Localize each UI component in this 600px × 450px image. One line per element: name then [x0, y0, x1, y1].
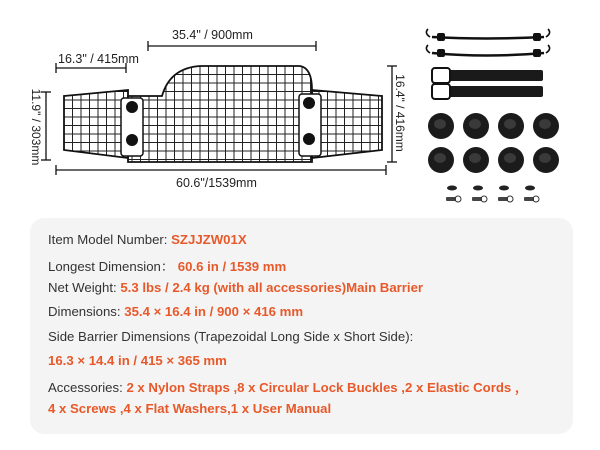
net-weight-label: Net Weight: — [48, 280, 117, 295]
model-number-value: SZJJZW01X — [171, 232, 247, 247]
screw-washer-icons — [446, 186, 539, 203]
model-number-row — [48, 232, 247, 247]
bottom-dimension-line — [56, 165, 386, 175]
left-height-label: 11.9" / 303mm — [29, 88, 43, 166]
dimensions-row — [48, 304, 303, 319]
right-connector-bracket — [299, 94, 321, 156]
dimensions-label: Dimensions: — [48, 304, 121, 319]
specifications-panel — [30, 218, 573, 434]
accessories-value-line-2: 4 x Screws ,4 x Flat Washers,1 x User Manual — [48, 401, 332, 416]
accessories-label: Accessories: — [48, 380, 123, 395]
net-weight-row — [48, 280, 423, 295]
barrier-mesh — [60, 60, 386, 165]
total-width-label: 60.6"/1539mm — [176, 176, 257, 190]
top-dimension-line — [148, 41, 316, 51]
nylon-strap-icon — [432, 68, 543, 99]
model-number-label: Item Model Number: — [48, 232, 168, 247]
longest-dimension-label: Longest Dimension： — [48, 259, 175, 274]
longest-dimension-value: 60.6 in / 1539 mm — [177, 259, 287, 274]
left-connector-bracket — [121, 98, 143, 156]
top-width-label: 35.4" / 900mm — [172, 28, 253, 42]
net-weight-value: 5.3 lbs / 2.4 kg (with all accessories)Main Barrier — [120, 280, 424, 295]
right-height-label: 16.4" / 416mm — [393, 74, 407, 152]
side-barrier-value: 16.3 × 14.4 in / 415 × 365 mm — [48, 353, 227, 368]
circular-lock-buckle-icons — [428, 113, 559, 173]
accessories-row — [48, 377, 528, 396]
side-width-label: 16.3" / 415mm — [58, 52, 139, 66]
longest-dimension-row — [48, 256, 286, 275]
barrier-drawing — [0, 0, 600, 215]
accessories-value-line-1: 2 x Nylon Straps ,8 x Circular Lock Buckles ,2 x Elastic Cords ， — [126, 380, 529, 395]
barrier-outline — [64, 66, 382, 162]
product-diagram — [0, 0, 600, 215]
dimensions-value: 35.4 × 16.4 in / 900 × 416 mm — [124, 304, 304, 319]
side-barrier-label: Side Barrier Dimensions (Trapezoidal Long Side x Short Side): — [48, 329, 414, 344]
